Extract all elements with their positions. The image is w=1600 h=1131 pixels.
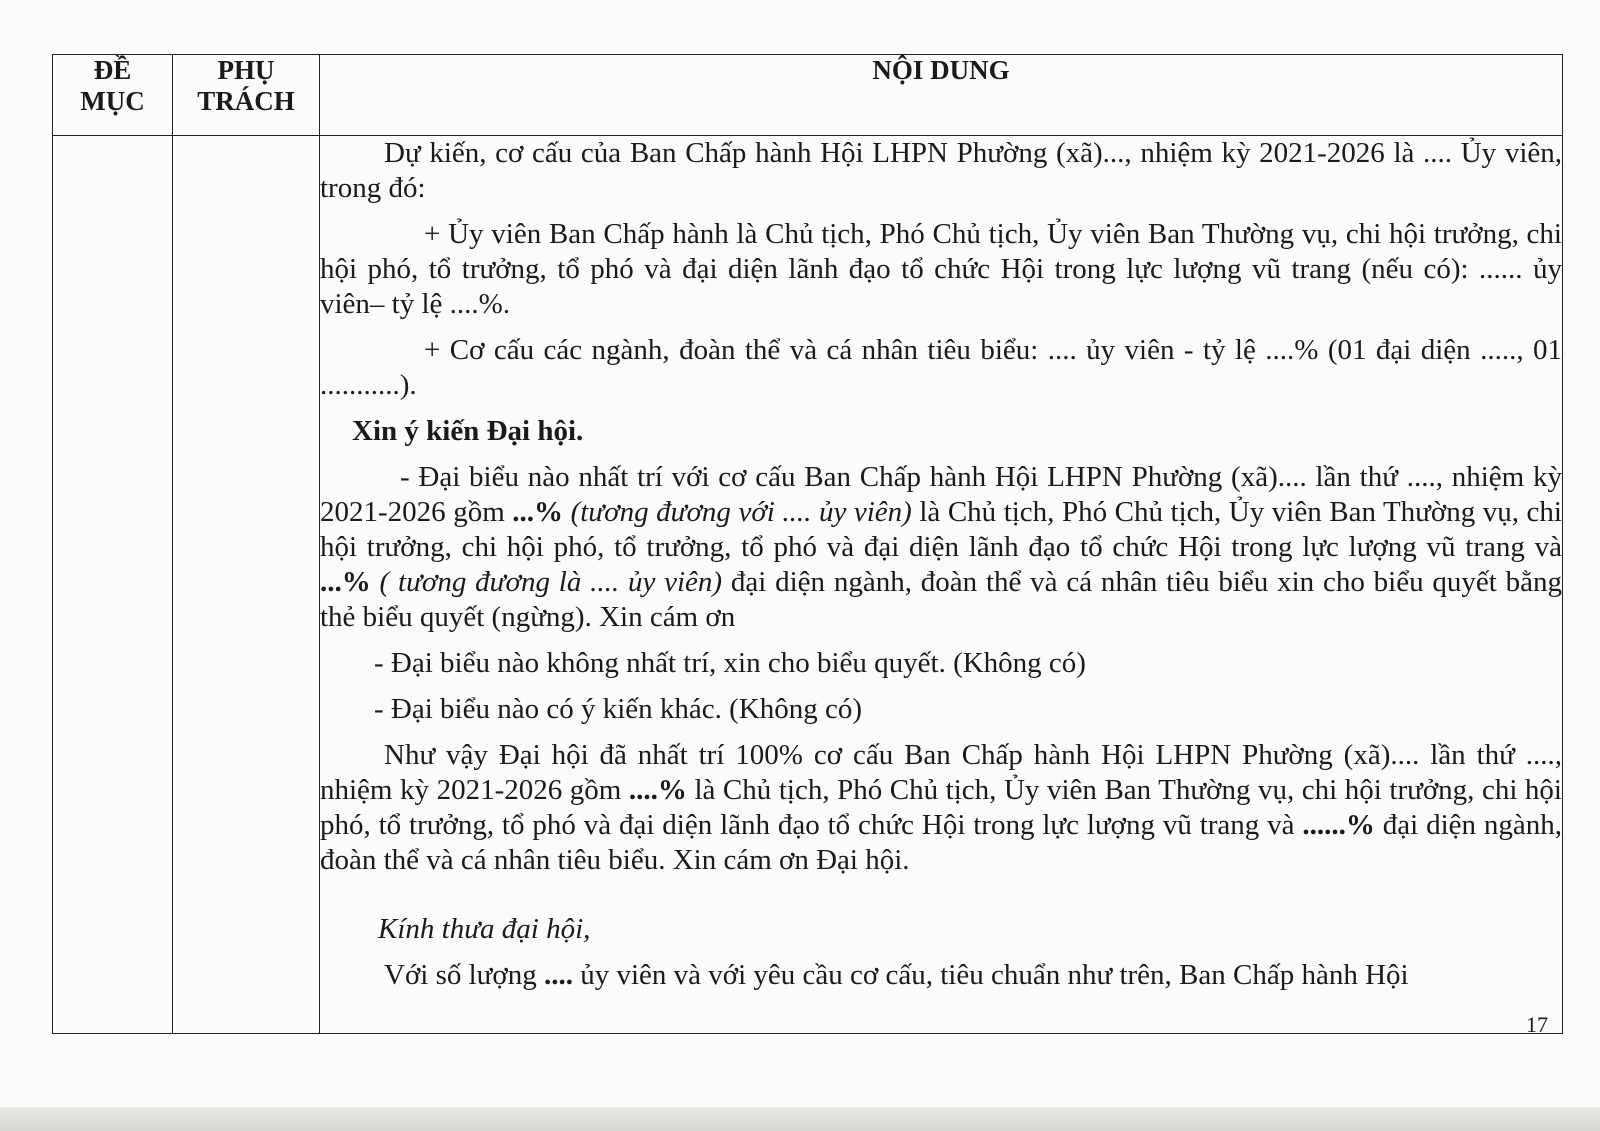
page-bottom-edge xyxy=(0,1107,1600,1131)
script-table xyxy=(52,54,1563,1034)
section-heading: Xin ý kiến Đại hội. xyxy=(352,415,584,447)
text-run: ủy viên và với yêu cầu cơ cấu, tiêu chuẩn như trên, Ban Chấp hành Hội xyxy=(572,959,1409,991)
bold-run: ....% xyxy=(628,774,687,806)
italic-run: ( tương đương là .... ủy viên) xyxy=(370,566,723,598)
paragraph-vote-agree xyxy=(320,460,1562,635)
header-de-muc-line2: MỤC xyxy=(80,86,145,116)
paragraph-sector-members: + Cơ cấu các ngành, đoàn thể và cá nhân tiêu biểu: .... ủy viên - tỷ lệ ....% (01 đại diện ....., 01 ...........). xyxy=(320,334,1562,401)
paragraph-continuation xyxy=(320,958,1562,993)
paragraph-vote-disagree: - Đại biểu nào không nhất trí, xin cho biểu quyết. (Không có) xyxy=(374,647,1086,679)
bold-run: ...% xyxy=(320,566,371,598)
text-run: - Đại biểu nào nhất trí với cơ cấu Ban Chấp hành Hội LHPN Phường (xã).... lần thứ ...., nhiệm kỳ 2021-2026 gồm xyxy=(320,461,1562,528)
paragraph-structure-intro: Dự kiến, cơ cấu của Ban Chấp hành Hội LHPN Phường (xã)..., nhiệm kỳ 2021-2026 là .... Ủy viên, trong đó: xyxy=(320,137,1562,204)
cell-phu-trach xyxy=(173,136,320,1034)
header-de-muc-line1: ĐỀ xyxy=(93,55,132,85)
header-de-muc xyxy=(53,55,173,136)
bold-run: ...% xyxy=(512,496,564,528)
table-row xyxy=(53,136,1563,1034)
header-noi-dung: NỘI DUNG xyxy=(320,55,1563,136)
greeting: Kính thưa đại hội, xyxy=(378,913,591,945)
text-run: đại diện ngành, đoàn thể và cá nhân tiêu biểu xin cho biểu quyết bằng thẻ biểu quyết (ngừng). Xin cám ơn xyxy=(320,566,1562,633)
header-phu-trach xyxy=(173,55,320,136)
header-phu-trach-line2: TRÁCH xyxy=(197,86,295,116)
paragraph-conclusion xyxy=(320,738,1562,878)
table-header-row xyxy=(53,55,1563,136)
text-run: Như vậy Đại hội đã nhất trí 100% cơ cấu Ban Chấp hành Hội LHPN Phường (xã).... lần thứ ...., nhiệm kỳ 2021-2026 gồm xyxy=(320,739,1562,806)
page-number: 17 xyxy=(1526,1012,1548,1037)
cell-noi-dung xyxy=(320,136,1563,1034)
text-run: là Chủ tịch, Phó Chủ tịch, Ủy viên Ban Thường vụ, chi hội trưởng, chi hội phó, tổ trưởng, tổ phó và đại diện lãnh đạo tổ chức Hội trong lực lượng vũ trang và xyxy=(320,496,1562,563)
italic-run: (tương đương với .... ủy viên) xyxy=(563,496,912,528)
bold-run: .... xyxy=(543,959,573,991)
bold-run: ......% xyxy=(1302,809,1375,841)
cell-de-muc xyxy=(53,136,173,1034)
text-run: là Chủ tịch, Phó Chủ tịch, Ủy viên Ban Thường vụ, chi hội trưởng, chi hội phó, tổ trưởng, tổ phó và đại diện lãnh đạo tổ chức Hội trong lực lượng vũ trang và xyxy=(320,774,1562,841)
paragraph-executive-members: + Ủy viên Ban Chấp hành là Chủ tịch, Phó Chủ tịch, Ủy viên Ban Thường vụ, chi hội trưởng, chi hội phó, tổ trưởng, tổ phó và đại diện lãnh đạo tổ chức Hội trong lực lượng vũ trang (nếu có): ...... ủy viên– tỷ lệ ....%. xyxy=(320,218,1562,320)
text-run: Với số lượng xyxy=(384,959,544,991)
text-run: đại diện ngành, đoàn thể và cá nhân tiêu biểu. Xin cám ơn Đại hội. xyxy=(320,809,1562,876)
paragraph-other-opinions: - Đại biểu nào có ý kiến khác. (Không có) xyxy=(374,693,863,725)
header-phu-trach-line1: PHỤ xyxy=(217,55,275,85)
